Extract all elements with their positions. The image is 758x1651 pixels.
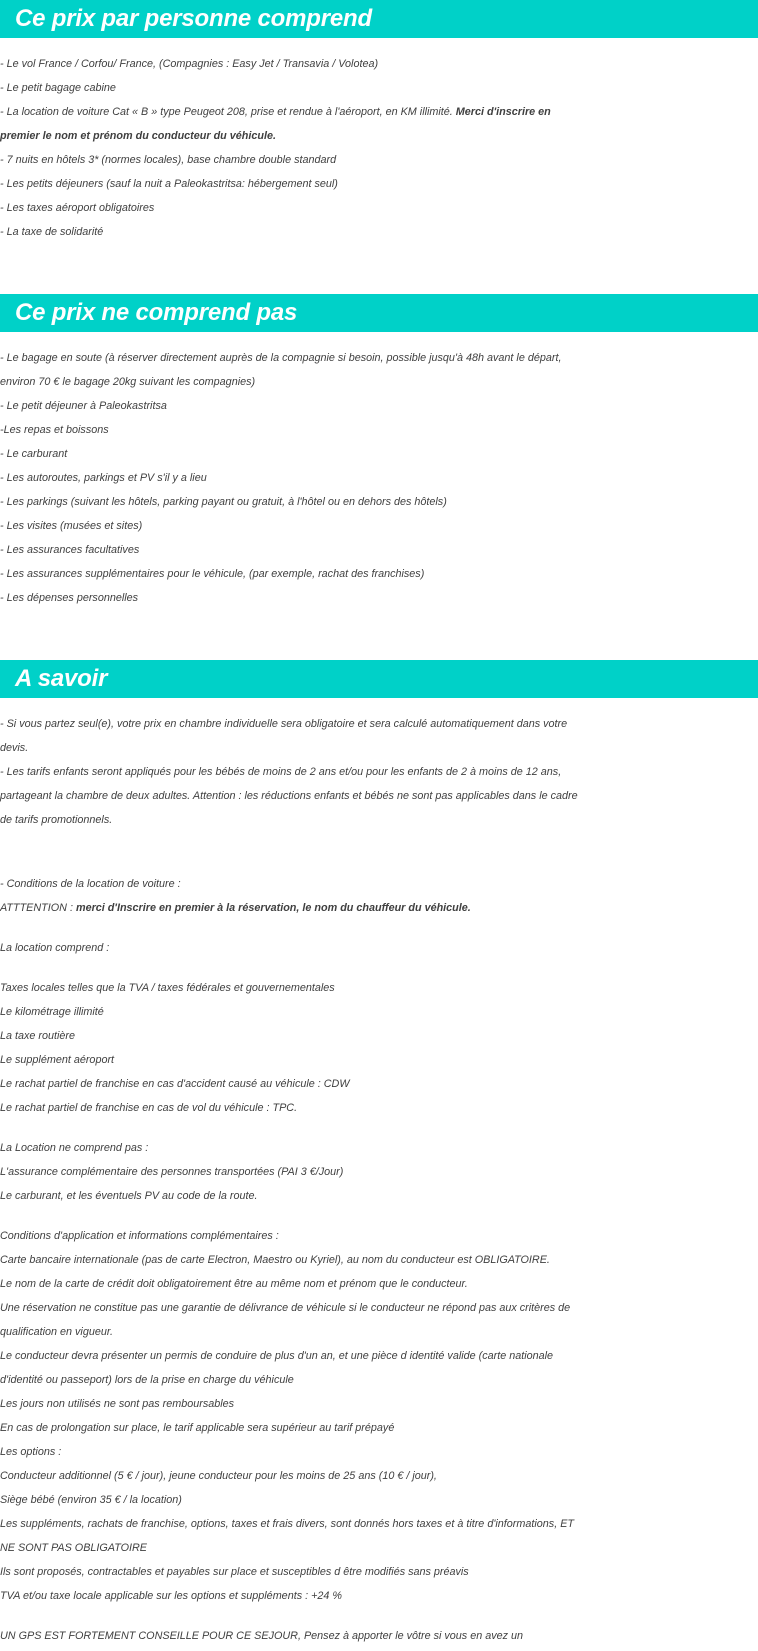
spacer (0, 1608, 758, 1624)
info-line: - Les tarifs enfants seront appliqués pour les bébés de moins de 2 ans et/ou pour les enfants de 2 à moins de 12 ans, (0, 766, 562, 778)
rental-includes-item: Le supplément aéroport (0, 1054, 115, 1066)
included-item-car-cont (0, 124, 758, 148)
included-item: - 7 nuits en hôtels 3* (normes locales), base chambre double standard (0, 154, 337, 166)
rental-includes-heading: La location comprend : (0, 942, 110, 954)
not-included-item: - Les assurances supplémentaires pour le véhicule, (par exemple, rachat des franchises) (0, 568, 425, 580)
included-list (0, 38, 758, 244)
car-line-bold-cont: premier le nom et prénom du conducteur du véhicule. (0, 130, 276, 142)
application-line: Le conducteur devra présenter un permis de conduire de plus d'un an, et une pièce d identité valide (carte nationale (0, 1350, 554, 1362)
not-included-item: - Le carburant (0, 448, 68, 460)
spacer (0, 832, 758, 872)
not-included-list (0, 332, 758, 610)
not-included-item: -Les repas et boissons (0, 424, 109, 436)
gps-line: UN GPS EST FORTEMENT CONSEILLE POUR CE SEJOUR, Pensez à apporter le vôtre si vous en avez un (0, 1630, 524, 1642)
not-included-item: - Les parkings (suivant les hôtels, parking payant ou gratuit, à l'hôtel ou en dehors des hôtels) (0, 496, 447, 508)
application-heading: Conditions d'application et informations complémentaires : (0, 1230, 279, 1242)
to-know-content (0, 698, 758, 1648)
attention-bold: merci d'Inscrire en premier à la réservation, le nom du chauffeur du véhicule. (75, 902, 471, 914)
not-included-item: - Le bagage en soute (à réserver directement auprès de la compagnie si besoin, possible jusqu'à 48h avant le départ, (0, 352, 562, 364)
section-header-to-know: A savoir (0, 660, 758, 698)
application-line: Ils sont proposés, contractables et payables sur place et susceptibles d être modifiés sans préavis (0, 1566, 469, 1578)
application-line: Les options : (0, 1446, 62, 1458)
application-line: d'identité ou passeport) lors de la prise en charge du véhicule (0, 1374, 294, 1386)
section-header-included: Ce prix par personne comprend (0, 0, 758, 38)
included-item: - Les taxes aéroport obligatoires (0, 202, 155, 214)
info-line: devis. (0, 742, 29, 754)
included-item: - Le petit bagage cabine (0, 82, 116, 94)
rental-conditions-heading: - Conditions de la location de voiture : (0, 878, 181, 890)
not-included-item: environ 70 € le bagage 20kg suivant les compagnies) (0, 376, 256, 388)
attention-prefix: ATTTENTION : (0, 902, 76, 914)
not-included-item: - Les assurances facultatives (0, 544, 140, 556)
info-line: de tarifs promotionnels. (0, 814, 113, 826)
rental-includes-item: Le kilométrage illimité (0, 1006, 104, 1018)
rental-includes-item: La taxe routière (0, 1030, 76, 1042)
application-line: Les jours non utilisés ne sont pas remboursables (0, 1398, 235, 1410)
included-item-car (0, 100, 758, 124)
car-line-text: - La location de voiture Cat « B » type Peugeot 208, prise et rendue à l'aéroport, en KM illimité. (0, 106, 456, 118)
rental-includes-item: Taxes locales telles que la TVA / taxes fédérales et gouvernementales (0, 982, 335, 994)
included-item: - Le vol France / Corfou/ France, (Compagnies : Easy Jet / Transavia / Volotea) (0, 58, 379, 70)
application-line: qualification en vigueur. (0, 1326, 114, 1338)
rental-includes-item: Le rachat partiel de franchise en cas d'accident causé au véhicule : CDW (0, 1078, 350, 1090)
not-included-item: - Les visites (musées et sites) (0, 520, 143, 532)
car-line-bold: Merci d'inscrire en (455, 106, 551, 118)
application-line: En cas de prolongation sur place, le tarif applicable sera supérieur au tarif prépayé (0, 1422, 395, 1434)
application-line: Conducteur additionnel (5 € / jour), jeune conducteur pour les moins de 25 ans (10 € / jour), (0, 1470, 437, 1482)
rental-includes-item: Le rachat partiel de franchise en cas de vol du véhicule : TPC. (0, 1102, 298, 1114)
info-line: - Si vous partez seul(e), votre prix en chambre individuelle sera obligatoire et sera calculé automatiquement dans votre (0, 718, 568, 730)
attention-line (0, 896, 758, 920)
info-line: partageant la chambre de deux adultes. Attention : les réductions enfants et bébés ne sont pas applicables dans le cadre (0, 790, 578, 802)
spacer (0, 920, 758, 936)
rental-excludes-heading: La Location ne comprend pas : (0, 1142, 149, 1154)
spacer (0, 244, 758, 294)
application-line: Une réservation ne constitue pas une garantie de délivrance de véhicule si le conducteur ne répond pas aux critères de (0, 1302, 571, 1314)
spacer (0, 610, 758, 660)
application-line: Le nom de la carte de crédit doit obligatoirement être au même nom et prénom que le conducteur. (0, 1278, 468, 1290)
section-header-not-included: Ce prix ne comprend pas (0, 294, 758, 332)
application-line: Carte bancaire internationale (pas de carte Electron, Maestro ou Kyriel), au nom du conducteur est OBLIGATOIRE. (0, 1254, 550, 1266)
application-line: NE SONT PAS OBLIGATOIRE (0, 1542, 147, 1554)
rental-excludes-item: L'assurance complémentaire des personnes transportées (PAI 3 €/Jour) (0, 1166, 344, 1178)
included-item: - Les petits déjeuners (sauf la nuit a Paleokastritsa: hébergement seul) (0, 178, 338, 190)
application-line: Les suppléments, rachats de franchise, options, taxes et frais divers, sont donnés hors taxes et à titre d'informations, ET (0, 1518, 574, 1530)
not-included-item: - Les autoroutes, parkings et PV s'il y a lieu (0, 472, 207, 484)
spacer (0, 1120, 758, 1136)
not-included-item: - Le petit déjeuner à Paleokastritsa (0, 400, 167, 412)
not-included-item: - Les dépenses personnelles (0, 592, 139, 604)
included-item: - La taxe de solidarité (0, 226, 104, 238)
application-line: Siège bébé (environ 35 € / la location) (0, 1494, 182, 1506)
application-line: TVA et/ou taxe locale applicable sur les options et suppléments : +24 % (0, 1590, 343, 1602)
spacer (0, 1208, 758, 1224)
rental-excludes-item: Le carburant, et les éventuels PV au code de la route. (0, 1190, 258, 1202)
spacer (0, 960, 758, 976)
